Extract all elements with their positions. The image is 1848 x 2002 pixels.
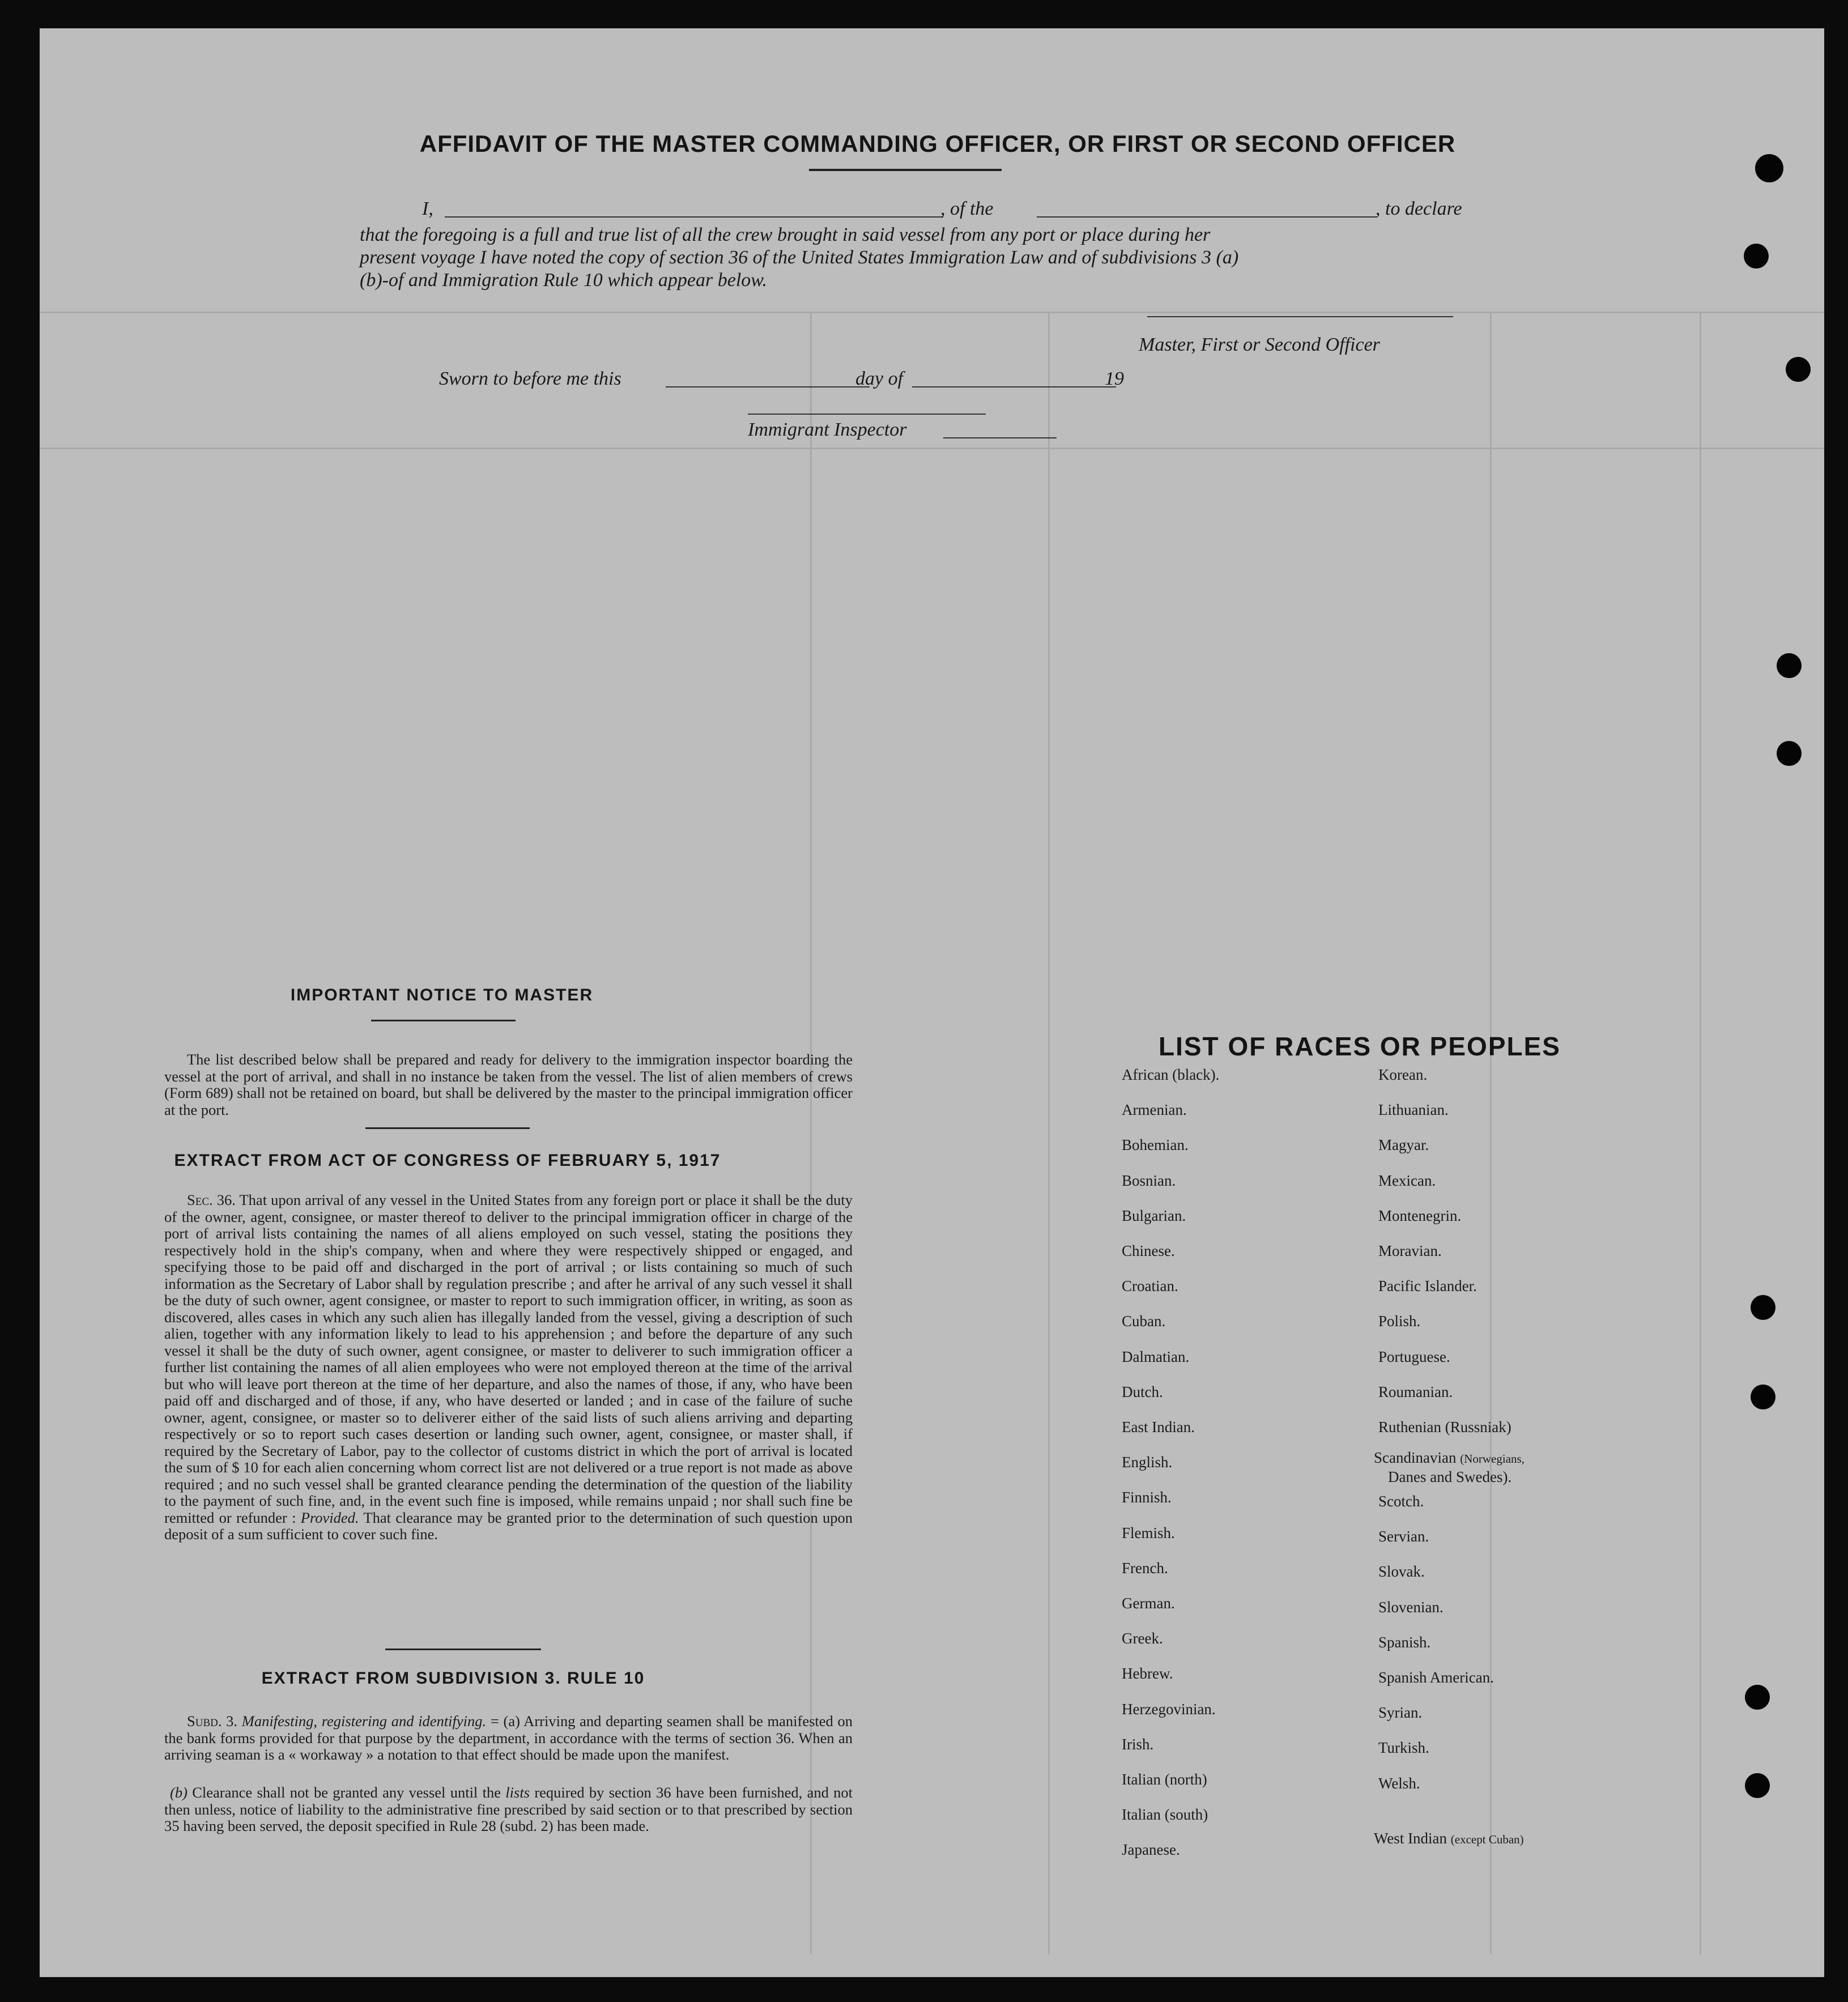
race-west-indian <box>1374 1830 1524 1847</box>
race-right2-item: Welsh. <box>1378 1774 1420 1792</box>
race-left-item: Italian (north) <box>1122 1771 1207 1788</box>
race-left-item: Bohemian. <box>1122 1136 1189 1154</box>
name-blank <box>445 216 943 218</box>
rule-body-b2: required by section 36 have been furnished, and not then unless, notice of liability to the administrative fine prescribed by said section or to that prescribed by section 35 having been served, the deposit specified in Rule 28 (subd. 2) has been made. <box>164 1784 853 1834</box>
race-right2-item: Scotch. <box>1378 1493 1424 1510</box>
binding-hole <box>1745 1685 1770 1710</box>
bleed-through-line <box>1490 312 1492 1954</box>
race-right-item: Moravian. <box>1378 1242 1442 1259</box>
act-end-divider <box>385 1649 541 1650</box>
race-left-item: East Indian. <box>1122 1419 1195 1436</box>
rule-lists-word: lists <box>505 1784 530 1801</box>
affidavit-of-the: , of the <box>940 198 994 219</box>
affidavit-line-2: that the foregoing is a full and true list of all the crew brought in said vessel from any port or place during her <box>360 224 1211 245</box>
day-of-label: day of <box>855 368 904 389</box>
act-title: EXTRACT FROM ACT OF CONGRESS OF FEBRUARY 5, 1917 <box>174 1151 721 1170</box>
race-left-item: Cuban. <box>1122 1313 1166 1330</box>
binding-hole <box>1751 1385 1775 1409</box>
affidavit-title: AFFIDAVIT OF THE MASTER COMMANDING OFFICER, OR FIRST OR SECOND OFFICER <box>419 130 1456 157</box>
affidavit-line-3: present voyage I have noted the copy of section 36 of the United States Immigration Law and of subdivisions 3 (a) <box>360 247 1239 268</box>
notice-text: The list described below shall be prepared and ready for delivery to the immigration inspector boarding the vessel at the port of arrival, and shall in no instance be taken from the vessel. The list of alien members of crews (Form 689) shall not be retained on board, but shall be delivered by the master to the principal immigration officer at the port. <box>164 1051 853 1118</box>
rule-b-label: (b) <box>170 1784 188 1801</box>
rule-title: EXTRACT FROM SUBDIVISION 3. RULE 10 <box>261 1669 645 1688</box>
race-left-item: Bulgarian. <box>1122 1207 1186 1224</box>
rule-subd-italic: Manifesting, registering and identifying. <box>241 1713 487 1730</box>
race-left-item: French. <box>1122 1559 1168 1577</box>
race-left-item: Croatian. <box>1122 1277 1178 1295</box>
signature-label: Master, First or Second Officer <box>1139 334 1380 355</box>
race-right-item: Mexican. <box>1378 1172 1436 1189</box>
race-left-item: German. <box>1122 1595 1175 1612</box>
binding-hole <box>1777 653 1802 678</box>
act-provided: Provided. <box>300 1509 359 1526</box>
race-left-item: Dutch. <box>1122 1383 1163 1400</box>
race-right-item: Polish. <box>1378 1313 1421 1330</box>
bleed-through-line <box>40 448 1824 449</box>
race-west-indian-small: (except Cuban) <box>1450 1833 1524 1846</box>
race-right2-item: Spanish. <box>1378 1633 1431 1651</box>
race-right-item: Korean. <box>1378 1066 1428 1083</box>
sworn-day-blank <box>666 386 870 387</box>
rule-subd-label: Subd. 3. <box>187 1713 238 1730</box>
rule-text-a <box>164 1713 853 1764</box>
race-right-item: Roumanian. <box>1378 1383 1453 1400</box>
race-right-item: Magyar. <box>1378 1136 1429 1154</box>
race-right2-item: Spanish American. <box>1378 1669 1494 1686</box>
race-left-item: Greek. <box>1122 1630 1163 1647</box>
rule-body-b1: Clearance shall not be granted any vessel until the <box>192 1784 501 1801</box>
inspector-label: Immigrant Inspector <box>748 419 907 440</box>
race-right2-item: Syrian. <box>1378 1704 1423 1722</box>
race-left-item: Dalmatian. <box>1122 1348 1190 1365</box>
vessel-blank <box>1037 216 1377 218</box>
race-right-item: Montenegrin. <box>1378 1207 1462 1224</box>
binding-hole <box>1744 244 1769 269</box>
binding-hole <box>1751 1295 1775 1320</box>
race-left-item: Bosnian. <box>1122 1172 1176 1189</box>
race-left-item: Chinese. <box>1122 1242 1175 1259</box>
act-body-end: That clearance may be granted prior to the determination of such question upon deposit of a sum sufficient to cover such fine. <box>164 1509 853 1543</box>
race-scandinavian-line2: Danes and Swedes). <box>1388 1468 1512 1485</box>
bleed-through-line <box>810 312 812 1954</box>
bleed-through-line <box>40 312 1824 313</box>
affidavit-line-4: (b)-of and Immigration Rule 10 which appear below. <box>360 270 767 291</box>
document-page <box>40 28 1824 1977</box>
race-right-item: Lithuanian. <box>1378 1101 1449 1119</box>
bleed-through-line <box>1700 312 1701 1954</box>
rule-body-a: = (a) Arriving and departing seamen shall be manifested on the bank forms provided for that purpose by the department, in accordance with the terms of section 36. When an arriving seaman is a « workaway » a notation to that effect should be made upon the manifest. <box>164 1713 853 1763</box>
race-left-item: Italian (south) <box>1122 1806 1208 1824</box>
year-prefix: 19 <box>1105 368 1124 389</box>
race-left-item: African (black). <box>1122 1066 1220 1083</box>
sworn-label: Sworn to before me this <box>439 368 621 389</box>
race-left-item: Flemish. <box>1122 1524 1175 1541</box>
month-blank <box>912 386 1116 387</box>
inspector-blank <box>943 437 1057 438</box>
race-right2-item: Slovenian. <box>1378 1598 1444 1616</box>
race-right2-item: Servian. <box>1378 1528 1429 1545</box>
race-west-indian-main: West Indian <box>1374 1830 1447 1847</box>
race-scandinavian-small: (Norwegians, <box>1460 1452 1525 1466</box>
inspector-blank-top <box>748 414 986 415</box>
title-divider <box>809 169 1002 171</box>
race-left-item: Armenian. <box>1122 1101 1187 1119</box>
binding-hole <box>1777 741 1802 766</box>
affidavit-i: I, <box>422 198 433 219</box>
bleed-through-line <box>1048 312 1050 1954</box>
races-title: LIST OF RACES OR PEOPLES <box>1159 1032 1561 1061</box>
notice-end-divider <box>365 1127 530 1129</box>
notice-divider <box>371 1020 516 1021</box>
race-left-item: Finnish. <box>1122 1489 1172 1506</box>
act-text <box>164 1192 853 1543</box>
race-scandinavian <box>1374 1449 1525 1467</box>
signature-blank <box>1147 316 1453 317</box>
race-right-item: Ruthenian (Russniak) <box>1378 1419 1511 1436</box>
rule-text-b <box>164 1784 853 1835</box>
race-right2-item: Turkish. <box>1378 1739 1429 1757</box>
race-left-item: Irish. <box>1122 1735 1154 1753</box>
act-sec-label: Sec. 36. <box>187 1191 236 1208</box>
race-right2-item: Slovak. <box>1378 1563 1425 1581</box>
race-left-item: Hebrew. <box>1122 1665 1173 1682</box>
notice-title: IMPORTANT NOTICE TO MASTER <box>290 986 594 1004</box>
race-right-item: Pacific Islander. <box>1378 1277 1477 1295</box>
affidavit-to-declare: , to declare <box>1376 198 1462 219</box>
binding-hole <box>1745 1773 1770 1798</box>
act-body: That upon arrival of any vessel in the United States from any foreign port or place it shall be the duty of the owner, agent, consignee, or master thereof to deliver to the principal immigration officer in charge of the port of arrival lists containing the names of all aliens employed on such vessel, stating the positions they respectively hold in the ship's company, when and where they were respectively shipped or engaged, and specifying those to be paid off and discharged in the port of arrival ; or lists containing so much of such information as the Secretary of Labor shall by regulation prescribe ; and after he arrival of any such vessel it shall be the duty of such owner, agent consignee, or master to report to such immigration officer, in writing, as soon as discovered, alles cases in which any such alien has illegally landed from the vessel, giving a description of such alien, together with any information likely to lead to his apprehension ; and before the departure of any such vessel it shall be the duty of such owner, agent consignee, or master to deliverer to such immigration officer a further list containing the names of all alien employees who were not employed thereon at the time of the arrival but who will leave port thereon at the time of her departure, and also the names of those, if any, who have been paid off and discharged and of those, if any, who have deserted or landed ; and in case of the failure of suche owner, agent, consignee, or master so to deliverer either of the said lists of such aliens arriving and departing respectively or so to report such cases desertion or landing such owner, agent, consignee, or master shall, if required by the Secretary of Labor, pay to the collector of customs district in which the port of arrival is located the sum of $ 10 for each alien concerning whom correct list are not delivered or a true report is not made as above required ; and no such vessel shall be granted clearance pending the determination of the question of the liability to the payment of such fine, and, in the event such fine is imposed, while remains unpaid ; nor shall such fine be remitted or refunder : <box>164 1191 853 1526</box>
binding-hole <box>1786 357 1811 382</box>
race-scandinavian-main: Scandinavian <box>1374 1449 1457 1466</box>
race-right-item: Portuguese. <box>1378 1348 1450 1365</box>
race-left-item: English. <box>1122 1454 1173 1471</box>
binding-hole <box>1755 154 1783 182</box>
race-left-item: Herzegovinian. <box>1122 1700 1216 1718</box>
race-left-item: Japanese. <box>1122 1841 1180 1859</box>
